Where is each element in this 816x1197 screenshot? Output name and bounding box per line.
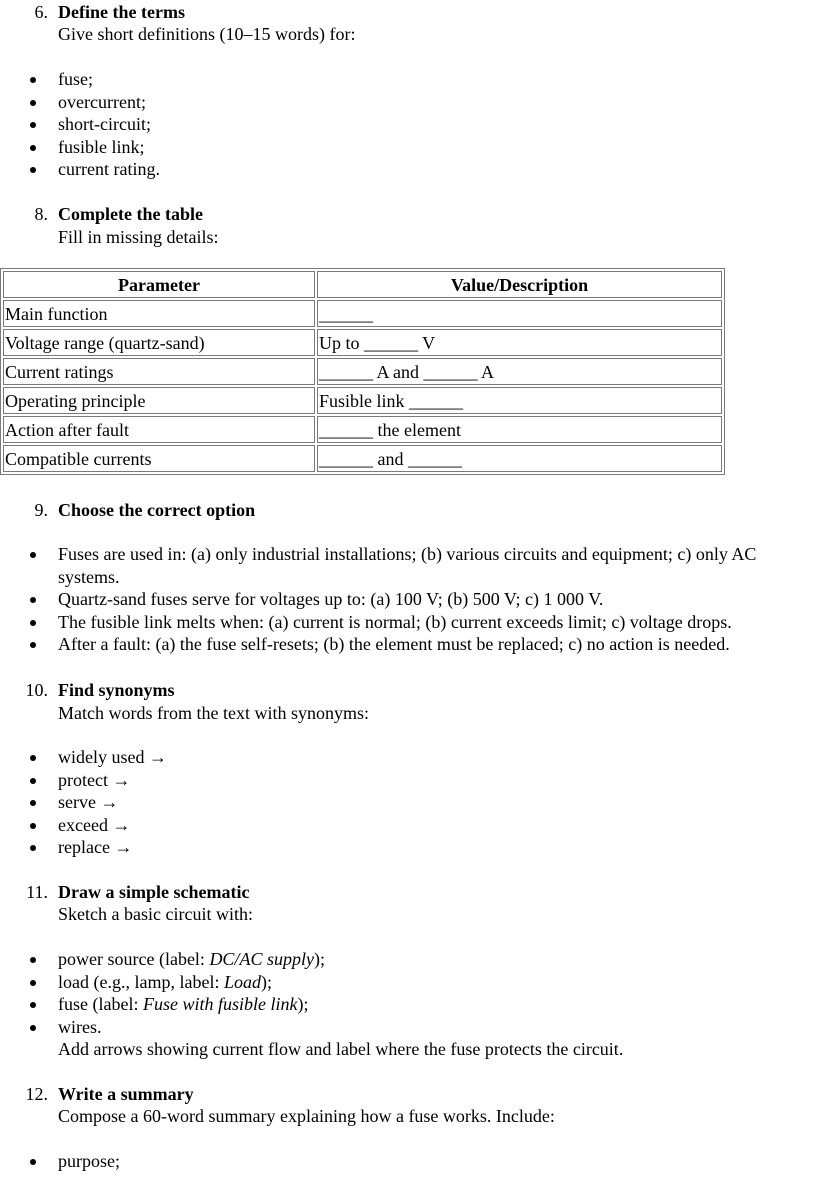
section-6-list: [0, 68, 160, 181]
section-11-extra-note: Add arrows showing current flow and label where the fuse protects the circuit.: [58, 1039, 624, 1059]
section-9-list: [0, 543, 816, 656]
section-8-number: 8.: [34, 204, 48, 224]
section-11-number: 11.: [26, 882, 48, 902]
section-12-title: Write a summary: [58, 1084, 194, 1104]
parameter-cell: Voltage range (quartz-sand): [3, 329, 315, 356]
details-table: [0, 268, 725, 475]
section-12-instruction: Compose a 60-word summary explaining how a fuse works. Include:: [58, 1106, 555, 1126]
value-cell: ______ and ______: [317, 445, 722, 472]
list-item: overcurrent;: [0, 91, 160, 114]
section-6-title: Define the terms: [58, 2, 185, 22]
section-12-number: 12.: [25, 1084, 48, 1104]
table-row: [3, 445, 722, 472]
list-item: After a fault: (a) the fuse self-resets; (b) the element must be replaced; c) no action is needed.: [0, 633, 816, 656]
list-item: exceed →: [0, 814, 167, 837]
parameter-cell: Main function: [3, 300, 315, 327]
list-item: current rating.: [0, 158, 160, 181]
parameter-cell: Current ratings: [3, 358, 315, 385]
section-10-instruction: Match words from the text with synonyms:: [58, 703, 369, 723]
header-value: Value/Description: [317, 271, 722, 298]
section-8-title: Complete the table: [58, 204, 203, 224]
list-item: replace →: [0, 836, 167, 859]
list-item: The fusible link melts when: (a) current is normal; (b) current exceeds limit; c) voltage drops.: [0, 611, 816, 634]
section-6-number: 6.: [34, 2, 48, 22]
list-item: serve →: [0, 791, 167, 814]
table-header-row: [3, 271, 722, 298]
list-item: purpose;: [0, 1150, 120, 1173]
section-10-number: 10.: [25, 680, 48, 700]
list-item: protect →: [0, 769, 167, 792]
section-10-list: [0, 746, 167, 859]
table-row: [3, 416, 722, 443]
section-11-instruction: Sketch a basic circuit with:: [58, 904, 253, 924]
table-row: [3, 300, 722, 327]
table-row: [3, 329, 722, 356]
section-11-title: Draw a simple schematic: [58, 882, 250, 902]
section-11-list: [0, 948, 623, 1061]
section-9-number: 9.: [34, 500, 48, 520]
section-12-list: [0, 1150, 120, 1173]
list-item: widely used →: [0, 746, 167, 769]
header-parameter: Parameter: [3, 271, 315, 298]
list-item: Quartz-sand fuses serve for voltages up to: (a) 100 V; (b) 500 V; c) 1 000 V.: [0, 588, 816, 611]
parameter-cell: Action after fault: [3, 416, 315, 443]
table-row: [3, 387, 722, 414]
list-item: power source (label: DC/AC supply);: [0, 948, 623, 971]
list-item: Fuses are used in: (a) only industrial installations; (b) various circuits and equipment; c) only AC systems.: [0, 543, 816, 588]
value-cell: Up to ______ V: [317, 329, 722, 356]
section-9-title: Choose the correct option: [58, 500, 256, 520]
section-10-title: Find synonyms: [58, 680, 175, 700]
value-cell: Fusible link ______: [317, 387, 722, 414]
parameter-cell: Compatible currents: [3, 445, 315, 472]
list-item: fusible link;: [0, 136, 160, 159]
list-item: wires. Add arrows showing current flow and label where the fuse protects the circuit.: [0, 1016, 623, 1061]
table-row: [3, 358, 722, 385]
value-cell: ______: [317, 300, 722, 327]
list-item: fuse;: [0, 68, 160, 91]
list-item: load (e.g., lamp, label: Load);: [0, 971, 623, 994]
section-6-instruction: Give short definitions (10–15 words) for:: [58, 24, 356, 44]
value-cell: ______ the element: [317, 416, 722, 443]
section-8-instruction: Fill in missing details:: [58, 227, 219, 247]
list-item: short-circuit;: [0, 113, 160, 136]
parameter-cell: Operating principle: [3, 387, 315, 414]
list-item: fuse (label: Fuse with fusible link);: [0, 993, 623, 1016]
value-cell: ______ A and ______ A: [317, 358, 722, 385]
